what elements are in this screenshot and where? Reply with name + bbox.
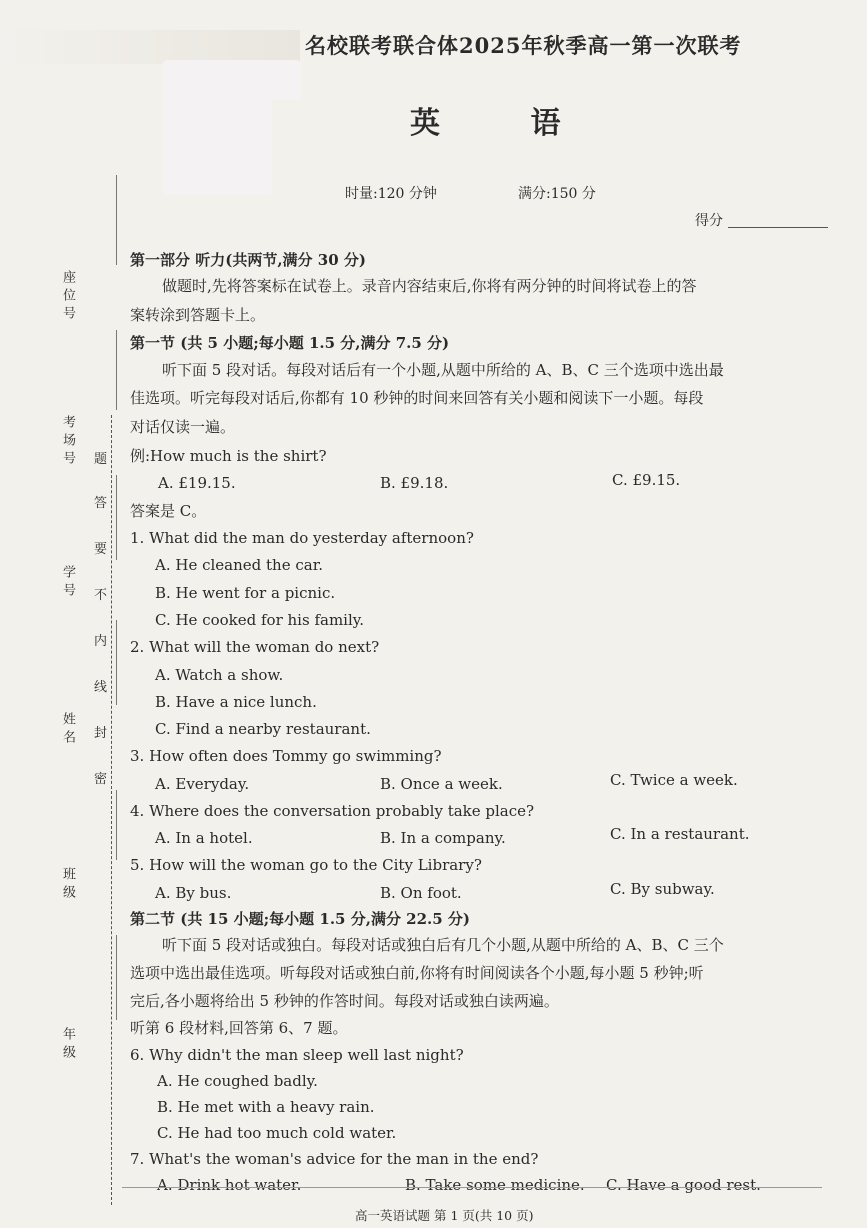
exam-no-label: 考场号 (60, 415, 75, 469)
question-5: 5. How will the woman go to the City Library? (130, 856, 482, 874)
seat-blank (116, 175, 117, 265)
class-label: 班级 (60, 867, 75, 903)
question-2-option: B. Have a nice lunch. (155, 693, 317, 711)
question-7-option: B. Take some medicine. (405, 1176, 585, 1194)
question-2-option: C. Find a nearby restaurant. (155, 720, 371, 738)
example-option: B. £9.18. (380, 474, 449, 492)
seal-char: 答 (94, 496, 108, 511)
question-7: 7. What's the woman's advice for the man in the end? (130, 1150, 539, 1168)
footer-rule (122, 1187, 822, 1188)
part1-instruction: 案转涂到答题卡上。 (130, 306, 266, 324)
example-question: 例:How much is the shirt? (130, 447, 327, 465)
student-no-blank (116, 475, 117, 560)
grade-blank (116, 935, 117, 1020)
question-7-option: A. Drink hot water. (157, 1176, 302, 1194)
question-3: 3. How often does Tommy go swimming? (130, 747, 442, 765)
example-option: A. £19.15. (158, 474, 236, 492)
page-footer: 高一英语试题 第 1 页(共 10 页) (355, 1208, 534, 1223)
seal-char: 密 (94, 772, 108, 787)
question-4-option: C. In a restaurant. (610, 825, 750, 843)
question-4: 4. Where does the conversation probably take place? (130, 802, 535, 820)
section2-instruction: 选项中选出最佳选项。听每段对话或独白前,你将有时间阅读各个小题,每小题 5 秒钟;听 (130, 964, 704, 982)
full-score: 满分:150 分 (518, 186, 596, 202)
score-label: 得分 (695, 213, 723, 229)
question-1-option: A. He cleaned the car. (155, 556, 323, 574)
question-5-option: A. By bus. (155, 884, 232, 902)
question-6-option: A. He coughed badly. (157, 1072, 318, 1090)
question-3-option: B. Once a week. (380, 775, 503, 793)
seal-char: 不 (94, 588, 108, 603)
exam-time: 时量:120 分钟 (345, 186, 437, 202)
section1-instruction: 对话仅读一遍。 (130, 418, 236, 436)
section2-heading: 第二节 (共 15 小题;每小题 1.5 分,满分 22.5 分) (130, 910, 471, 928)
seal-char: 题 (94, 452, 108, 467)
student-no-label: 学号 (60, 565, 75, 601)
question-6-option: C. He had too much cold water. (157, 1124, 397, 1142)
exam-content (130, 0, 830, 1228)
example-answer: 答案是 C。 (130, 502, 207, 520)
question-1-option: B. He went for a picnic. (155, 584, 336, 602)
question-3-option: C. Twice a week. (610, 771, 738, 789)
example-option: C. £9.15. (612, 471, 681, 489)
part1-instruction: 做题时,先将答案标在试卷上。录音内容结束后,你将有两分钟的时间将试卷上的答 (162, 277, 697, 295)
exam-header: 名校联考联合体2025年秋季高一第一次联考 (305, 33, 742, 58)
name-blank (116, 620, 117, 705)
question-7-option: C. Have a good rest. (606, 1176, 761, 1194)
seal-char: 内 (94, 634, 108, 649)
section1-heading: 第一节 (共 5 小题;每小题 1.5 分,满分 7.5 分) (130, 334, 450, 352)
question-5-option: B. On foot. (380, 884, 462, 902)
seal-char: 线 (94, 680, 108, 695)
section1-instruction: 听下面 5 段对话。每段对话后有一个小题,从题中所给的 A、B、C 三个选项中选出最 (162, 361, 724, 379)
seat-label: 座位号 (60, 270, 75, 324)
question-4-option: A. In a hotel. (155, 829, 253, 847)
question-6-option: B. He met with a heavy rain. (157, 1098, 375, 1116)
section2-instruction: 听下面 5 段对话或独白。每段对话或独白后有几个小题,从题中所给的 A、B、C 三个 (162, 936, 724, 954)
question-1: 1. What did the man do yesterday afternoon? (130, 529, 474, 547)
seal-line (111, 415, 112, 1205)
class-blank (116, 790, 117, 860)
question-3-option: A. Everyday. (155, 775, 250, 793)
question-6: 6. Why didn't the man sleep well last night? (130, 1046, 464, 1064)
exam-no-blank (116, 330, 117, 410)
section2-instruction: 完后,各小题将给出 5 秒钟的作答时间。每段对话或独白读两遍。 (130, 992, 559, 1010)
question-1-option: C. He cooked for his family. (155, 611, 365, 629)
grade-label: 年级 (60, 1027, 75, 1063)
name-label: 姓名 (60, 712, 75, 748)
question-2-option: A. Watch a show. (155, 666, 284, 684)
question-5-option: C. By subway. (610, 880, 715, 898)
subject-title: 英 语 (410, 106, 601, 141)
listen-instruction: 听第 6 段材料,回答第 6、7 题。 (130, 1019, 348, 1037)
section1-instruction: 佳选项。听完每段对话后,你都有 10 秒钟的时间来回答有关小题和阅读下一小题。每段 (130, 389, 704, 407)
seal-char: 封 (94, 726, 108, 741)
part1-heading: 第一部分 听力(共两节,满分 30 分) (130, 251, 366, 269)
seal-char: 要 (94, 542, 108, 557)
question-4-option: B. In a company. (380, 829, 506, 847)
question-2: 2. What will the woman do next? (130, 638, 380, 656)
